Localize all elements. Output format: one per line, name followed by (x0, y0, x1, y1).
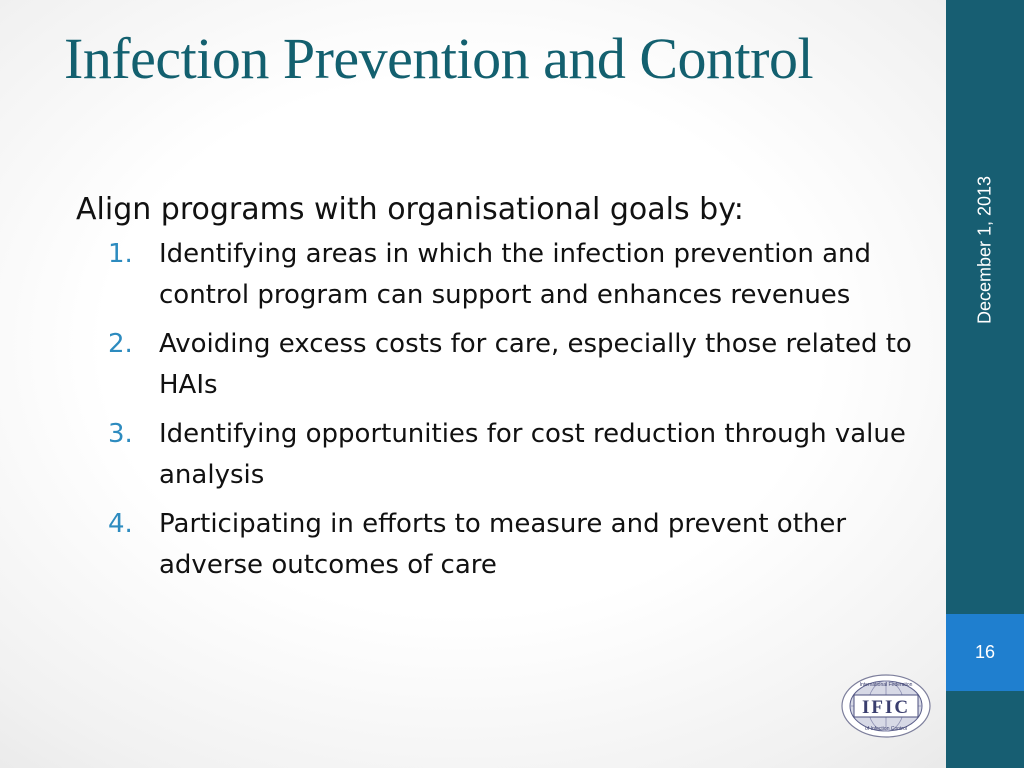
list-item (76, 234, 916, 316)
slide-date: December 1, 2013 (974, 175, 995, 325)
list-item-number: 2. (108, 329, 133, 359)
logo-arc-bottom: of Infection Control (865, 726, 907, 732)
list-item-number: 3. (108, 419, 133, 449)
logo-arc-top: International Federation (859, 682, 913, 688)
ific-logo (838, 673, 934, 739)
list-item-number: 1. (108, 239, 133, 269)
list-item (76, 324, 916, 406)
globe-icon (838, 673, 934, 739)
slide-content (76, 190, 916, 594)
list-item-text: Identifying opportunities for cost reduction through value analysis (159, 419, 906, 490)
lead-text: Align programs with organisational goals by: (76, 192, 744, 227)
slide-title: Infection Prevention and Control (64, 26, 814, 91)
logo-text: IFIC (861, 697, 911, 718)
list-item (76, 414, 916, 496)
list-item-text: Identifying areas in which the infection prevention and control program can support and enhances revenues (159, 239, 871, 310)
page-number: 16 (974, 642, 996, 662)
list-item-text: Avoiding excess costs for care, especially those related to HAIs (159, 329, 912, 400)
list-item-number: 4. (108, 509, 133, 539)
list-item (76, 504, 916, 586)
list-item-text: Participating in efforts to measure and prevent other adverse outcomes of care (159, 509, 847, 580)
page-number-box (946, 614, 1024, 691)
numbered-list (76, 234, 916, 586)
